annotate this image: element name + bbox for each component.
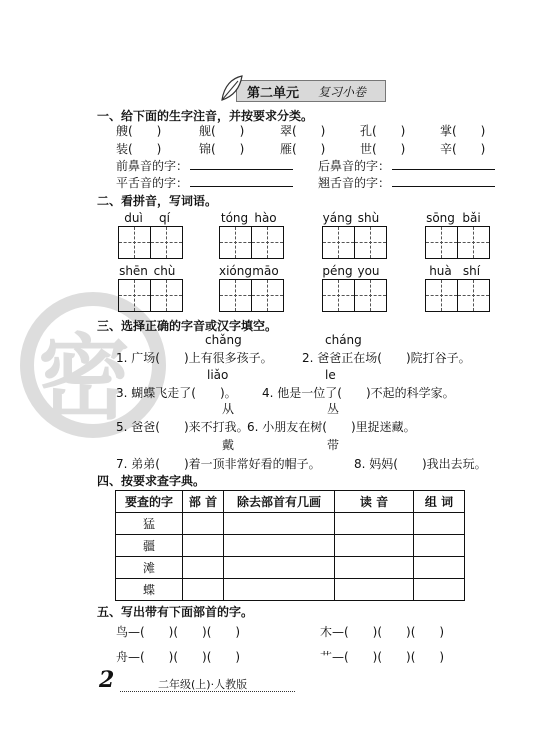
back-nasal-label: 后鼻音的字： [318,159,391,173]
section5-heading: 五、写出带有下面部首的字。 [97,605,254,619]
answer-cell[interactable] [224,557,335,579]
col-header: 组 词 [414,491,465,513]
char-option: 带 [327,438,340,452]
answer-cell[interactable] [335,535,414,557]
s1-r2-c5: 辛( ) [440,142,486,156]
answer-cell[interactable] [183,513,224,535]
table-row [116,557,465,579]
s1-r2-c4: 世( ) [360,142,406,156]
pinyin: tóng [220,211,249,225]
curled-tongue-label: 翘舌音的字： [318,176,391,190]
lookup-char: 猛 [116,513,183,535]
s1-r1-c2: 舰( ) [199,124,245,138]
answer-cell[interactable] [335,579,414,601]
radical-row-wood: 木—( )( )( ) [320,625,445,639]
s1-r1-c3: 翠( ) [280,124,326,138]
answer-cell[interactable] [414,579,465,601]
s1-r2-c2: 锦( ) [199,142,245,156]
front-nasal-label: 前鼻音的字： [116,159,189,173]
curled-tongue-blank[interactable] [392,174,495,187]
s1-r1-c4: 孔( ) [360,124,406,138]
writing-grid[interactable] [118,279,183,312]
writing-grid[interactable] [322,226,387,259]
lookup-char: 蝶 [116,579,183,601]
pinyin: you [357,264,380,278]
leaf-icon [218,74,244,104]
pinyin: péng [322,264,353,278]
answer-cell[interactable] [183,557,224,579]
pinyin: duì [124,211,143,225]
pinyin: māo [252,264,279,278]
pinyin-option: liǎo [207,368,229,382]
unit-title: 第二单元 [247,86,300,101]
table-row [116,535,465,557]
answer-cell[interactable] [414,535,465,557]
pinyin: bǎi [462,211,481,225]
writing-grid[interactable] [118,226,183,259]
footer-rule [120,691,295,692]
grade-label: 二年级(上)·人教版 [158,678,248,691]
writing-grid[interactable] [219,226,284,259]
writing-grid[interactable] [425,226,490,259]
section4-heading: 四、按要求查字典。 [97,474,206,488]
col-header: 部 首 [183,491,224,513]
page-number: 2 [99,667,115,693]
writing-grid[interactable] [425,279,490,312]
secret-seal-char: 密 [38,325,131,432]
pinyin: qí [159,211,170,225]
char-option: 戴 [222,438,235,452]
lookup-char: 疆 [116,535,183,557]
radical-row-grass: 艹—( )( )( ) [320,650,445,664]
answer-cell[interactable] [414,513,465,535]
unit-subtitle: 复习小卷 [318,85,367,99]
answer-cell[interactable] [335,557,414,579]
pinyin: shù [357,211,380,225]
table-row [116,513,465,535]
answer-cell[interactable] [224,535,335,557]
pinyin: huà [429,264,452,278]
s1-r2-c3: 雁( ) [280,142,326,156]
section1-heading: 一、给下面的生字注音，并按要求分类。 [97,109,314,123]
pinyin: sōng [426,211,455,225]
writing-grid[interactable] [322,279,387,312]
answer-cell[interactable] [183,579,224,601]
question-8: 8. 妈妈( )我出去玩。 [354,457,487,471]
back-nasal-blank[interactable] [392,157,495,170]
question-7: 7. 弟弟( )着一顶非常好看的帽子。 [116,457,321,471]
pinyin: yáng [322,211,353,225]
answer-cell[interactable] [335,513,414,535]
question-1: 1. 广场( )上有很多孩子。 [116,351,273,365]
s1-r2-c1: 装( ) [116,142,162,156]
pinyin-option: le [325,368,336,382]
answer-cell[interactable] [224,513,335,535]
pinyin-option: chǎng [205,333,242,347]
pinyin: chù [153,264,176,278]
s1-r1-c1: 艘( ) [116,124,162,138]
s1-r1-c5: 掌( ) [440,124,486,138]
question-6: 6. 小朋友在树( )里捉迷藏。 [247,420,416,434]
pinyin-option: cháng [325,333,362,347]
answer-cell[interactable] [414,557,465,579]
question-4: 4. 他是一位了( )不起的科学家。 [262,386,455,400]
answer-cell[interactable] [224,579,335,601]
answer-cell[interactable] [183,535,224,557]
pinyin: shí [462,264,481,278]
char-option: 丛 [327,402,340,416]
table-row [116,579,465,601]
pinyin: xióng [219,264,252,278]
question-5: 5. 爸爸( )来不打我。 [116,420,249,434]
col-header: 读 音 [335,491,414,513]
char-option: 从 [222,402,235,416]
front-nasal-blank[interactable] [190,157,293,170]
writing-grid[interactable] [219,279,284,312]
dictionary-table [115,490,465,601]
radical-row-boat: 舟—( )( )( ) [116,650,241,664]
pinyin: hào [254,211,277,225]
flat-tongue-label: 平舌音的字： [116,176,189,190]
section2-heading: 二、看拼音，写词语。 [97,194,218,208]
flat-tongue-blank[interactable] [190,174,293,187]
col-header: 除去部首有几画 [224,491,335,513]
section3-heading: 三、选择正确的字音或汉字填空。 [97,319,278,333]
pinyin: shēn [119,264,148,278]
question-2: 2. 爸爸正在场( )院打谷子。 [302,351,471,365]
radical-row-bird: 鸟—( )( )( ) [116,625,241,639]
question-3: 3. 蝴蝶飞走了( )。 [116,386,237,400]
col-header: 要查的字 [116,491,183,513]
lookup-char: 滩 [116,557,183,579]
